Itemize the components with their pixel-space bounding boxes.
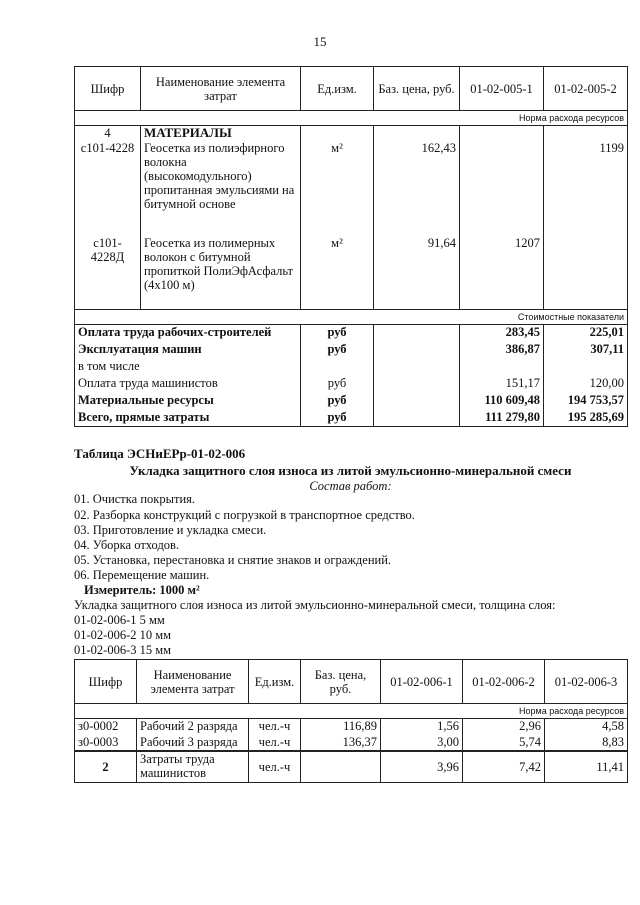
step-4: 04. Уборка отходов. xyxy=(74,538,180,552)
cost-name-1: Эксплуатация машин xyxy=(75,342,301,359)
material-v1-1 xyxy=(460,141,544,236)
material-v2-2 xyxy=(544,236,628,310)
cost-v1-5: 111 279,80 xyxy=(460,410,544,427)
header-col-1: 01-02-005-1 xyxy=(460,67,544,111)
t2-header-col-3: 01-02-006-3 xyxy=(545,660,628,704)
cost-v1-4: 110 609,48 xyxy=(460,393,544,410)
t2-row-name-1: Рабочий 2 разряда xyxy=(137,719,249,735)
t2-row-v2-2: 5,74 xyxy=(463,735,545,751)
norm-label: Норма расхода ресурсов xyxy=(75,111,628,126)
material-price-1: 162,43 xyxy=(374,141,460,236)
section-code: 4 xyxy=(75,126,141,141)
step-6: 06. Перемещение машин. xyxy=(74,568,210,582)
description: Укладка защитного слоя износа из литой эмульсионно-минеральной смеси, толщина слоя: xyxy=(74,598,556,612)
t2-total-v3: 11,41 xyxy=(545,751,628,783)
composition-heading: Состав работ: xyxy=(309,479,392,493)
cost-unit-2 xyxy=(301,359,374,376)
header-unit: Ед.изм. xyxy=(301,67,374,111)
header-name: Наименование элемента затрат xyxy=(141,67,301,111)
t2-header-unit: Ед.изм. xyxy=(249,660,301,704)
cost-label: Стоимостные показатели xyxy=(75,310,628,325)
material-code-1: с101-4228 xyxy=(75,141,141,236)
material-name-1: Геосетка из полиэфирного волокна (высокомодульного) пропитанная эмульсиями на битумной основе xyxy=(141,141,301,236)
header-price: Баз. цена, руб. xyxy=(374,67,460,111)
t2-header-col-2: 01-02-006-2 xyxy=(463,660,545,704)
section-subtitle: Укладка защитного слоя износа из литой эмульсионно-минеральной смеси xyxy=(129,463,572,478)
t2-header-name: Наименование элемента затрат xyxy=(137,660,249,704)
material-name-2: Геосетка из полимерных волокон с битумной пропиткой ПолиЭфАсфальт (4х100 м) xyxy=(141,236,301,310)
t2-row-v1-1: 1,56 xyxy=(381,719,463,735)
step-1: 01. Очистка покрытия. xyxy=(74,492,196,506)
table-title: Таблица ЭСНиЕРр-01-02-006 xyxy=(74,446,246,461)
variant-3: 01-02-006-3 15 мм xyxy=(74,643,172,657)
t2-total-unit: чел.-ч xyxy=(249,751,301,783)
meter-label: Измеритель: 1000 м² xyxy=(84,583,200,597)
t2-total-price xyxy=(301,751,381,783)
header-code: Шифр xyxy=(75,67,141,111)
section-title: МАТЕРИАЛЫ xyxy=(141,126,301,141)
t2-row-price-1: 116,89 xyxy=(301,719,381,735)
cost-unit-5: руб xyxy=(301,410,374,427)
t2-row-v3-1: 4,58 xyxy=(545,719,628,735)
cost-v2-2 xyxy=(544,359,628,376)
cost-v1-0: 283,45 xyxy=(460,325,544,342)
t2-header-col-1: 01-02-006-1 xyxy=(381,660,463,704)
cost-v2-5: 195 285,69 xyxy=(544,410,628,427)
material-v1-2: 1207 xyxy=(460,236,544,310)
cost-unit-1: руб xyxy=(301,342,374,359)
resource-table-2 xyxy=(74,659,628,783)
step-3: 03. Приготовление и укладка смеси. xyxy=(74,523,267,537)
variant-1: 01-02-006-1 5 мм xyxy=(74,613,165,627)
t2-row-unit-2: чел.-ч xyxy=(249,735,301,751)
variant-2: 01-02-006-2 10 мм xyxy=(74,628,172,642)
resource-table-1 xyxy=(74,66,628,427)
t2-row-name-2: Рабочий 3 разряда xyxy=(137,735,249,751)
cost-v2-0: 225,01 xyxy=(544,325,628,342)
step-5: 05. Установка, перестановка и снятие знаков и ограждений. xyxy=(74,553,392,567)
t2-row-v1-2: 3,00 xyxy=(381,735,463,751)
cost-v1-1: 386,87 xyxy=(460,342,544,359)
t2-header-code: Шифр xyxy=(75,660,137,704)
cost-v2-3: 120,00 xyxy=(544,376,628,393)
step-2: 02. Разборка конструкций с погрузкой в транспортное средство. xyxy=(74,508,415,522)
cost-unit-4: руб xyxy=(301,393,374,410)
t2-total-v2: 7,42 xyxy=(463,751,545,783)
cost-name-5: Всего, прямые затраты xyxy=(75,410,301,427)
cost-v2-1: 307,11 xyxy=(544,342,628,359)
material-price-2: 91,64 xyxy=(374,236,460,310)
cost-v1-3: 151,17 xyxy=(460,376,544,393)
t2-row-v2-1: 2,96 xyxy=(463,719,545,735)
cost-name-0: Оплата труда рабочих-строителей xyxy=(75,325,301,342)
t2-norm-label: Норма расхода ресурсов xyxy=(75,704,628,719)
material-code-2: с101-4228Д xyxy=(75,236,141,310)
t2-total-code: 2 xyxy=(75,751,137,783)
cost-unit-3: руб xyxy=(301,376,374,393)
t2-row-v3-2: 8,83 xyxy=(545,735,628,751)
cost-name-2: в том числе xyxy=(75,359,301,376)
cost-name-4: Материальные ресурсы xyxy=(75,393,301,410)
page-number: 15 xyxy=(313,34,327,49)
t2-row-code-2: з0-0003 xyxy=(75,735,137,751)
t2-total-v1: 3,96 xyxy=(381,751,463,783)
t2-row-unit-1: чел.-ч xyxy=(249,719,301,735)
cost-v1-2 xyxy=(460,359,544,376)
material-v2-1: 1199 xyxy=(544,141,628,236)
t2-total-name: Затраты труда машинистов xyxy=(137,751,249,783)
cost-v2-4: 194 753,57 xyxy=(544,393,628,410)
t2-row-code-1: з0-0002 xyxy=(75,719,137,735)
t2-row-price-2: 136,37 xyxy=(301,735,381,751)
material-unit-2: м² xyxy=(301,236,374,310)
t2-header-price: Баз. цена, руб. xyxy=(301,660,381,704)
header-col-2: 01-02-005-2 xyxy=(544,67,628,111)
material-unit-1: м² xyxy=(301,141,374,236)
cost-unit-0: руб xyxy=(301,325,374,342)
cost-name-3: Оплата труда машинистов xyxy=(75,376,301,393)
